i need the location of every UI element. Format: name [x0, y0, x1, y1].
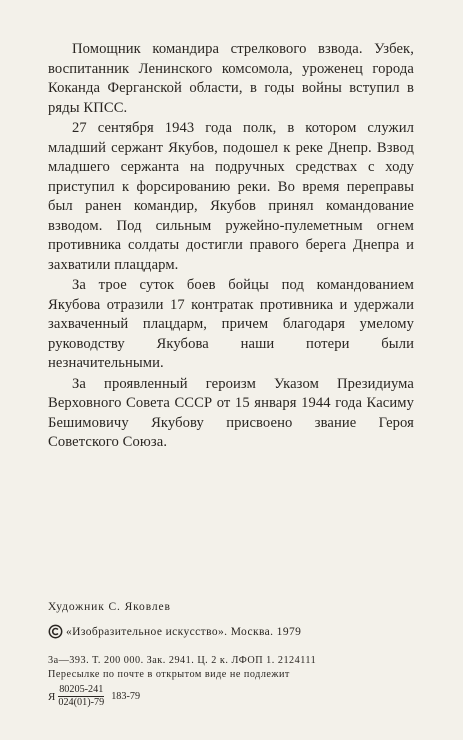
catalog-denominator: 024(01)-79 — [58, 697, 105, 708]
copyright-icon — [48, 624, 63, 639]
paragraph-crossing: 27 сентября 1943 года полк, в котором служил младший сержант Якубов, подошел к реке Днепр. Взвод младшего сержанта на подручных средствах с ходу приступил к форсированию реки. Во время переправы был ранен командир, Якубов принял командование взводом. Под сильным ружейно-пулеметным огнем противника солдаты достигли правого берега Днепра и захватили плацдарм. — [48, 120, 414, 273]
catalog-code-prefix: Я — [48, 690, 56, 703]
mail-note: Пересылке по почте в открытом виде не подлежит — [48, 669, 290, 680]
paragraph-defense: За трое суток боев бойцы под командованием Якубова отразили 17 контратак противника и удержали захваченный плацдарм, причем благодаря умелому руководству Якубова наши потери были незначительными. — [48, 277, 414, 371]
imprint-block — [48, 601, 428, 709]
catalog-suffix: 183-79 — [111, 691, 141, 702]
artist-credit: Художник С. Яковлев — [48, 601, 171, 613]
catalog-numerator: 80205-241 — [59, 684, 104, 695]
print-order-line: 3а—393. Т. 200 000. Зак. 2941. Ц. 2 к. ЛФОП 1. 2124111 — [48, 655, 317, 666]
copyright-line — [48, 624, 428, 639]
catalog-fraction — [57, 684, 105, 709]
publisher-line: «Изобразительное искусство». Москва. 1979 — [66, 625, 302, 638]
paragraph-biography: Помощник командира стрелкового взвода. Узбек, воспитанник Ленинского комсомола, уроженец города Коканда Ферганской области, в годы войны вступил в ряды КПСС. — [48, 41, 414, 116]
catalog-code — [48, 684, 428, 709]
paragraph-award: За проявленный героизм Указом Президиума Верховного Совета СССР от 15 января 1944 года Касиму Бешимовичу Якубову присвоено звание Героя Советского Союза. — [48, 375, 414, 450]
article-body — [48, 40, 414, 453]
